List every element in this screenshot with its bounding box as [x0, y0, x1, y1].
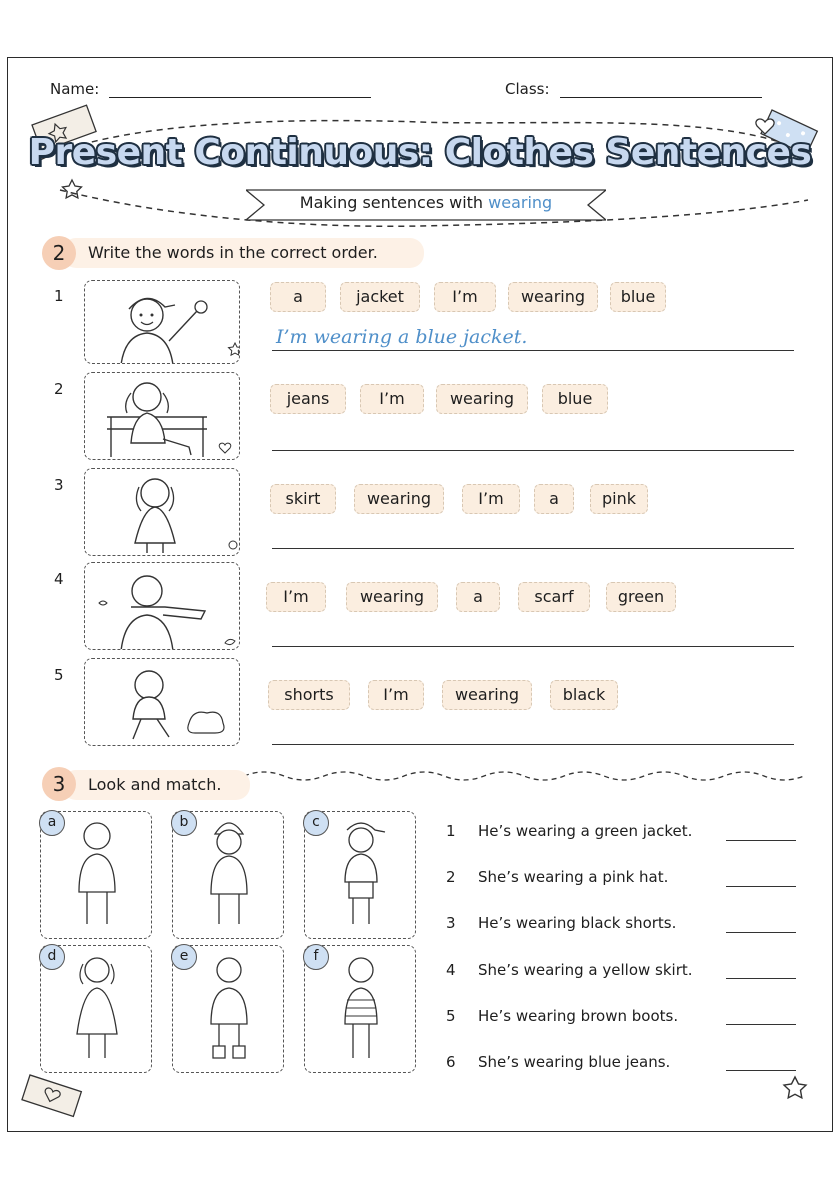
row-number: 5: [54, 666, 64, 684]
card-letter-badge: d: [39, 944, 65, 970]
word-chip[interactable]: blue: [610, 282, 666, 312]
match-card-d[interactable]: [40, 945, 152, 1073]
word-chip[interactable]: jacket: [340, 282, 420, 312]
word-chip[interactable]: I’m: [462, 484, 520, 514]
match-blank[interactable]: [726, 932, 796, 933]
card-letter-badge: f: [303, 944, 329, 970]
word-chip[interactable]: wearing: [354, 484, 444, 514]
row-picture-girl-bench: [84, 372, 240, 460]
word-chip[interactable]: jeans: [270, 384, 346, 414]
word-chip[interactable]: black: [550, 680, 618, 710]
row-picture-boy-scarf: [84, 562, 240, 650]
answer-line[interactable]: [272, 450, 794, 451]
match-card-c[interactable]: [304, 811, 416, 939]
match-sentence: 3 He’s wearing black shorts.: [446, 914, 677, 932]
name-line[interactable]: [109, 84, 371, 98]
match-blank[interactable]: [726, 1024, 796, 1025]
row-number: 2: [54, 380, 64, 398]
section3-instruction-pill: [62, 770, 250, 800]
word-chip[interactable]: shorts: [268, 680, 350, 710]
washi-tape-bottom: [22, 1075, 81, 1116]
word-chip[interactable]: I’m: [266, 582, 326, 612]
match-blank[interactable]: [726, 978, 796, 979]
name-field[interactable]: [50, 80, 371, 98]
answer-line[interactable]: [272, 744, 794, 745]
section3-instruction: Look and match.: [88, 775, 222, 794]
match-card-f[interactable]: [304, 945, 416, 1073]
section3-number: 3: [42, 767, 76, 801]
word-chip[interactable]: a: [456, 582, 500, 612]
name-label: Name:: [50, 80, 100, 98]
row-picture-girl-skirt: [84, 468, 240, 556]
answer-text: I’m wearing a blue jacket.: [276, 326, 528, 348]
word-chip[interactable]: I’m: [360, 384, 424, 414]
card-letter-badge: a: [39, 810, 65, 836]
word-chip[interactable]: green: [606, 582, 676, 612]
word-chip[interactable]: a: [270, 282, 326, 312]
answer-line[interactable]: [272, 350, 794, 351]
word-chip[interactable]: scarf: [518, 582, 590, 612]
match-blank[interactable]: [726, 840, 796, 841]
card-letter-badge: b: [171, 810, 197, 836]
match-sentence: 1 He’s wearing a green jacket.: [446, 822, 693, 840]
star-icon: [62, 180, 81, 198]
word-chip[interactable]: I’m: [368, 680, 424, 710]
class-line[interactable]: [560, 84, 762, 98]
row-picture-boy-waving: [84, 280, 240, 364]
word-chip[interactable]: pink: [590, 484, 648, 514]
word-chip[interactable]: wearing: [442, 680, 532, 710]
row-number: 3: [54, 476, 64, 494]
card-letter-badge: e: [171, 944, 197, 970]
answer-line[interactable]: [272, 548, 794, 549]
match-card-e[interactable]: [172, 945, 284, 1073]
row-number: 4: [54, 570, 64, 588]
match-sentence: 6 She’s wearing blue jeans.: [446, 1053, 671, 1071]
section3-dashed-divider: [244, 766, 804, 786]
section2-instruction: Write the words in the correct order.: [88, 243, 378, 262]
star-icon: [784, 1077, 806, 1098]
answer-line[interactable]: [272, 646, 794, 647]
card-letter-badge: c: [303, 810, 329, 836]
subtitle-accent: wearing: [488, 193, 553, 212]
word-chip[interactable]: blue: [542, 384, 608, 414]
worksheet-subtitle: [246, 193, 606, 212]
row-number: 1: [54, 287, 64, 305]
class-label: Class:: [505, 80, 550, 98]
match-card-b[interactable]: [172, 811, 284, 939]
match-sentence: 5 He’s wearing brown boots.: [446, 1007, 679, 1025]
word-chip[interactable]: wearing: [436, 384, 528, 414]
word-chip[interactable]: wearing: [346, 582, 438, 612]
word-chip[interactable]: skirt: [270, 484, 336, 514]
worksheet-title: Present Continuous: Clothes Sentences: [28, 132, 812, 173]
row-picture-boy-walking: [84, 658, 240, 746]
match-sentence: 2 She’s wearing a pink hat.: [446, 868, 669, 886]
word-chip[interactable]: a: [534, 484, 574, 514]
word-chip[interactable]: wearing: [508, 282, 598, 312]
word-chip[interactable]: I’m: [434, 282, 496, 312]
match-blank[interactable]: [726, 886, 796, 887]
section2-number: 2: [42, 236, 76, 270]
class-field[interactable]: [505, 80, 762, 98]
match-sentence: 4 She’s wearing a yellow skirt.: [446, 961, 693, 979]
subtitle-prefix: Making sentences with: [299, 193, 484, 212]
match-card-a[interactable]: [40, 811, 152, 939]
section2-instruction-pill: [62, 238, 424, 268]
footer-decoration: [0, 1065, 840, 1125]
